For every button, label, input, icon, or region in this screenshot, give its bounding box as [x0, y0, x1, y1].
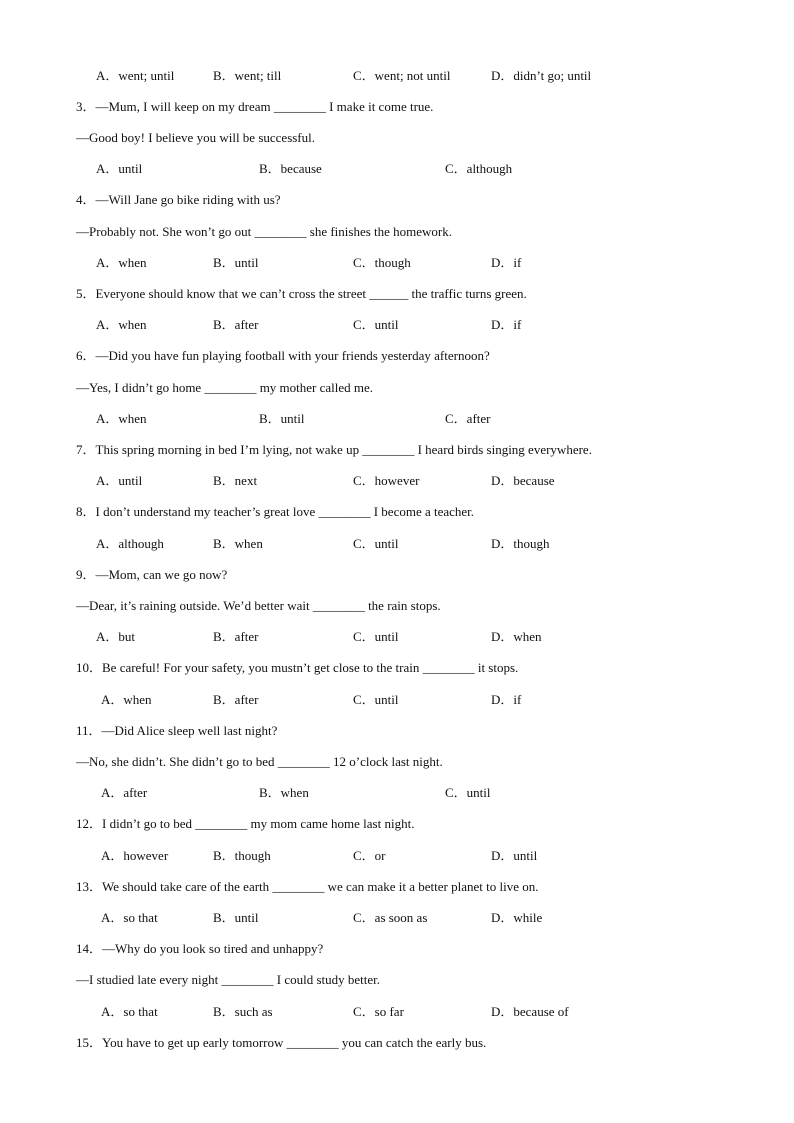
q2-option-a: A．went; until — [96, 68, 175, 83]
q12-option-a: A．however — [101, 848, 169, 863]
q6-option-b: B．until — [259, 411, 305, 426]
q12-question: 12．I didn’t go to bed ________ my mom came home last night. — [76, 816, 415, 831]
q7-option-b: B．next — [213, 473, 258, 488]
q8-option-c: C．until — [353, 536, 399, 551]
q10-option-b: B．after — [213, 692, 259, 707]
q7-option-c: C．however — [353, 473, 420, 488]
q3-question: 3．—Mum, I will keep on my dream ________ I make it come true. — [76, 99, 434, 114]
q4-option-b: B．until — [213, 255, 259, 270]
q15-question: 15．You have to get up early tomorrow ________ you can catch the early bus. — [76, 1035, 487, 1050]
q8-option-a: A．although — [96, 536, 164, 551]
q9-option-b: B．after — [213, 629, 259, 644]
q5-option-d: D．if — [491, 317, 522, 332]
q4-option-a: A．when — [96, 255, 147, 270]
q2-option-b: B．went; till — [213, 68, 282, 83]
q8-question: 8．I don’t understand my teacher’s great love ________ I become a teacher. — [76, 504, 475, 519]
q11-option-b: B．when — [259, 785, 309, 800]
q6-option-c: C．after — [445, 411, 491, 426]
q3-option-a: A．until — [96, 161, 143, 176]
q10-option-c: C．until — [353, 692, 399, 707]
q8-option-b: B．when — [213, 536, 263, 551]
q4-option-d: D．if — [491, 255, 522, 270]
q9-question: 9．—Mom, can we go now? — [76, 567, 228, 582]
q5-option-c: C．until — [353, 317, 399, 332]
q4-question: 4．—Will Jane go bike riding with us? — [76, 192, 281, 207]
q14-option-d: D．because of — [491, 1004, 569, 1019]
q3-option-b: B．because — [259, 161, 322, 176]
q11-option-a: A．after — [101, 785, 148, 800]
q7-question: 7．This spring morning in bed I’m lying, not wake up ________ I heard birds singing everywhere. — [76, 442, 592, 457]
q13-option-d: D．while — [491, 910, 543, 925]
q13-option-b: B．until — [213, 910, 259, 925]
q9-option-a: A．but — [96, 629, 136, 644]
q13-option-c: C．as soon as — [353, 910, 428, 925]
q11-option-c: C．until — [445, 785, 491, 800]
q2-option-c: C．went; not until — [353, 68, 451, 83]
q5-option-a: A．when — [96, 317, 147, 332]
q11-response: —No, she didn’t. She didn’t go to bed ________ 12 o’clock last night. — [76, 754, 443, 769]
q12-option-d: D．until — [491, 848, 538, 863]
q10-question: 10．Be careful! For your safety, you mustn’t get close to the train ________ it stops. — [76, 660, 519, 675]
q3-response: —Good boy! I believe you will be successful. — [76, 130, 316, 145]
q10-option-a: A．when — [101, 692, 152, 707]
q4-response: —Probably not. She won’t go out ________ she finishes the homework. — [76, 224, 453, 239]
q14-option-a: A．so that — [101, 1004, 158, 1019]
q6-question: 6．—Did you have fun playing football with your friends yesterday afternoon? — [76, 348, 490, 363]
q4-option-c: C．though — [353, 255, 411, 270]
q6-option-a: A．when — [96, 411, 147, 426]
q14-option-c: C．so far — [353, 1004, 404, 1019]
q2-option-d: D．didn’t go; until — [491, 68, 592, 83]
q9-option-c: C．until — [353, 629, 399, 644]
q7-option-a: A．until — [96, 473, 143, 488]
q12-option-b: B．though — [213, 848, 271, 863]
q12-option-c: C．or — [353, 848, 386, 863]
q9-response: —Dear, it’s raining outside. We’d better wait ________ the rain stops. — [76, 598, 441, 613]
q13-option-a: A．so that — [101, 910, 158, 925]
q6-response: —Yes, I didn’t go home ________ my mother called me. — [76, 380, 374, 395]
q10-option-d: D．if — [491, 692, 522, 707]
q14-response: —I studied late every night ________ I could study better. — [76, 972, 380, 987]
q5-question: 5．Everyone should know that we can’t cross the street ______ the traffic turns green. — [76, 286, 527, 301]
q8-option-d: D．though — [491, 536, 550, 551]
q7-option-d: D．because — [491, 473, 555, 488]
q5-option-b: B．after — [213, 317, 259, 332]
q13-question: 13．We should take care of the earth ________ we can make it a better planet to live on. — [76, 879, 539, 894]
q14-option-b: B．such as — [213, 1004, 273, 1019]
q11-question: 11．—Did Alice sleep well last night? — [76, 723, 278, 738]
q14-question: 14．—Why do you look so tired and unhappy? — [76, 941, 324, 956]
q3-option-c: C．although — [445, 161, 513, 176]
q9-option-d: D．when — [491, 629, 542, 644]
